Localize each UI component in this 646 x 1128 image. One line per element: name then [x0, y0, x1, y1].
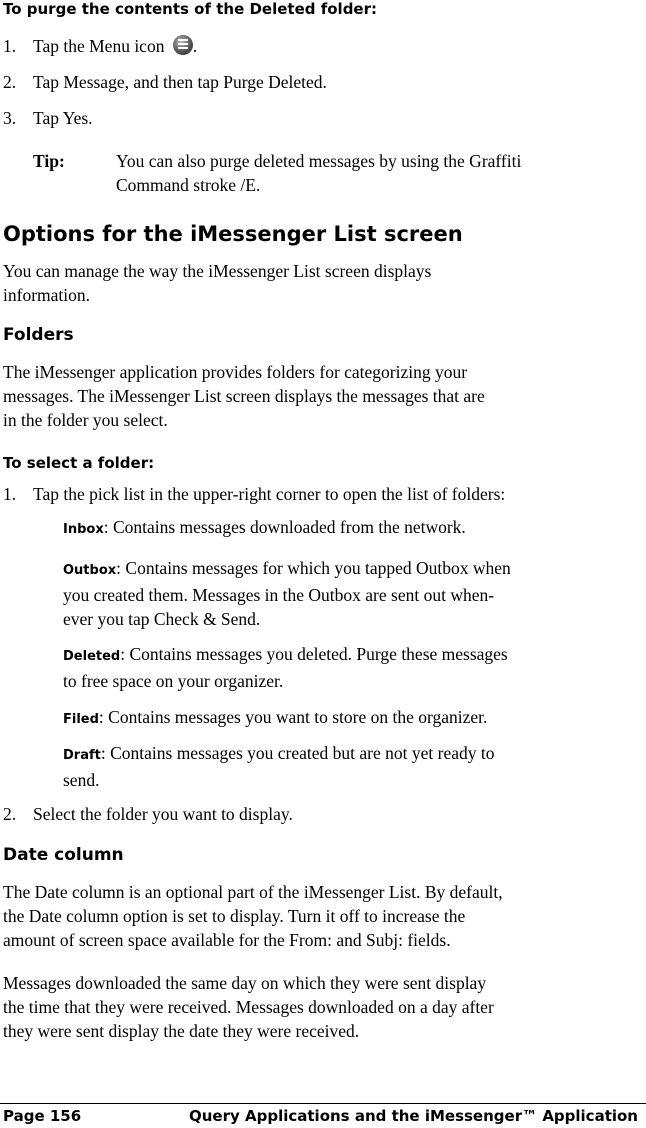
select-folder-heading: To select a folder: — [3, 454, 155, 472]
step-number: 1. — [3, 36, 17, 56]
options-intro — [3, 259, 643, 307]
step-text: Tap Message, and then tap Purge Deleted. — [33, 72, 327, 92]
purge-step-3 — [3, 106, 623, 130]
para-line: in the folder you select. — [3, 410, 168, 430]
para-line: The iMessenger application provides folders for categorizing your — [3, 362, 468, 382]
folder-term: Filed — [63, 712, 99, 727]
step-number: 1. — [3, 484, 17, 504]
step-text: Select the folder you want to display. — [33, 804, 293, 824]
folder-item-draft — [63, 741, 643, 792]
date-column-paragraph-1 — [3, 880, 646, 952]
folder-desc-line: to free space on your organizer. — [63, 671, 284, 691]
footer-rule — [0, 1103, 646, 1104]
folder-item-filed — [63, 705, 643, 732]
folder-desc: : Contains messages downloaded from the network. — [103, 517, 466, 537]
step-number: 2. — [3, 804, 17, 824]
select-step-1 — [3, 482, 646, 506]
para-line: Messages downloaded the same day on which they were sent display — [3, 973, 487, 993]
tip-line: You can also purge deleted messages by using the Graffiti — [116, 151, 522, 171]
subheading-date-column: Date column — [3, 845, 124, 865]
folder-term: Inbox — [63, 522, 104, 537]
para-line: messages. The iMessenger List screen displays the messages that are — [3, 386, 485, 406]
select-step-2 — [3, 802, 623, 826]
tip-text — [116, 149, 646, 197]
step-number: 2. — [3, 72, 17, 92]
para-line: they were sent display the date they were received. — [3, 1021, 360, 1041]
purge-step-2 — [3, 70, 623, 94]
folder-item-deleted — [63, 642, 643, 693]
folder-desc: : Contains messages you created but are not yet ready to — [100, 743, 495, 763]
step-text: Tap the Menu icon — [33, 36, 165, 56]
section-heading-options: Options for the iMessenger List screen — [3, 222, 463, 246]
folders-paragraph — [3, 360, 643, 432]
step-suffix: . — [192, 36, 198, 56]
tip-line: Command stroke /E. — [116, 175, 261, 195]
subheading-folders: Folders — [3, 325, 74, 345]
folder-item-inbox — [63, 515, 643, 542]
para-line: The Date column is an optional part of the iMessenger List. By default, — [3, 882, 503, 902]
tip-label: Tip: — [33, 151, 65, 171]
folder-desc: : Contains messages you deleted. Purge these messages — [120, 644, 508, 664]
folder-desc: : Contains messages you want to store on the organizer. — [98, 707, 488, 727]
footer-chapter-title: Query Applications and the iMessenger™ Application — [189, 1107, 638, 1125]
para-line: information. — [3, 285, 90, 305]
date-column-paragraph-2 — [3, 971, 646, 1043]
step-text: Tap the pick list in the upper-right corner to open the list of folders: — [33, 484, 506, 504]
folder-desc-line: ever you tap Check & Send. — [63, 609, 261, 629]
para-line: amount of screen space available for the From: and Subj: fields. — [3, 930, 451, 950]
folder-desc: : Contains messages for which you tapped Outbox when — [116, 558, 511, 578]
para-line: the time that they were received. Messages downloaded on a day after — [3, 997, 494, 1017]
footer-page-number: Page 156 — [3, 1107, 82, 1125]
folder-desc-line: you created them. Messages in the Outbox are sent out when- — [63, 585, 495, 605]
folder-term: Draft — [63, 748, 101, 763]
para-line: You can manage the way the iMessenger List screen displays — [3, 261, 432, 281]
menu-icon — [173, 35, 193, 55]
folder-desc-line: send. — [63, 770, 100, 790]
folder-term: Outbox — [63, 563, 117, 578]
purge-heading: To purge the contents of the Deleted folder: — [3, 0, 377, 18]
para-line: the Date column option is set to display. Turn it off to increase the — [3, 906, 466, 926]
step-text: Tap Yes. — [33, 108, 93, 128]
folder-item-outbox — [63, 556, 643, 631]
step-number: 3. — [3, 108, 17, 128]
purge-step-1 — [3, 34, 623, 58]
folder-term: Deleted — [63, 649, 121, 664]
